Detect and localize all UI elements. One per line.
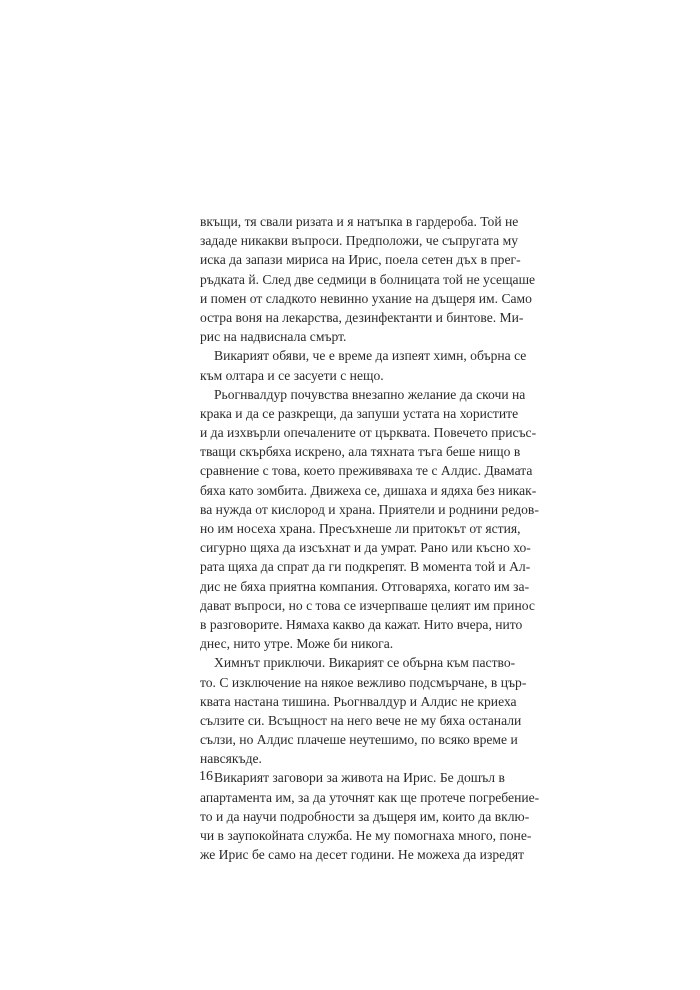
text-line: то. С изключение на някое вежливо подсмърчане, в цър- <box>200 674 527 690</box>
text-line: в разговорите. Нямаха какво да кажат. Нито вчера, нито <box>200 616 523 632</box>
text-line: и да изхвърли опечалените от църквата. Повечето присъс- <box>200 425 537 441</box>
paragraph <box>200 346 527 384</box>
text-line: сълзите си. Всъщност на него вече не му бяха останали <box>200 712 522 728</box>
body-text <box>200 212 540 864</box>
text-line: чи в заупокойната служба. Не му помогнаха много, поне- <box>200 828 532 843</box>
text-line: рата щяха да спрат да ги подкрепят. В момента той и Ал- <box>200 559 531 575</box>
text-line: Викарият обяви, че е време да изпеят химн, обърна се <box>214 348 527 364</box>
text-line: остра воня на лекарства, дезинфектанти и бинтове. Ми- <box>200 309 524 325</box>
text-line: дават въпроси, но с това се изчерпваше целият им принос <box>200 597 535 613</box>
text-line: Химнът приключи. Викарият се обърна към паство- <box>214 655 516 671</box>
text-line: бяха като зомбита. Движеха се, дишаха и ядяха без никак- <box>200 482 537 498</box>
text-line: навсякъде. <box>200 751 262 767</box>
text-line: сигурно щяха да изсъхнат и да умрат. Рано или късно хо- <box>200 540 531 556</box>
text-line: Викарият заговори за живота на Ирис. Бе дошъл в <box>214 770 505 786</box>
text-line: днес, нито утре. Може би никога. <box>200 636 394 652</box>
paragraph <box>200 768 540 864</box>
paragraph <box>200 212 536 346</box>
text-line: към олтара и се засуети с нещо. <box>200 367 384 383</box>
text-line: зададе никакви въпроси. Предположи, че съпругата му <box>200 233 518 249</box>
text-line: квата настана тишина. Рьогнвалдур и Алдис не криеха <box>200 693 517 709</box>
text-line: апартамента им, за да уточнят как ще протече погребение- <box>200 789 540 805</box>
text-line: то и да научи подробности за дъщеря им, които да вклю- <box>200 808 530 824</box>
page-number: 16 <box>199 769 213 784</box>
text-line: ръдката й. След две седмици в болницата той не усещаше <box>200 271 536 287</box>
text-line: сълзи, но Алдис плачеше неутешимо, по всяко време и <box>200 732 518 748</box>
text-line: сравнение с това, което преживяваха те с Алдис. Двамата <box>200 463 533 479</box>
text-line: ва нужда от кислород и храна. Приятели и роднини редов- <box>200 501 539 517</box>
paragraph <box>200 385 539 654</box>
text-line: Рьогнвалдур почувства внезапно желание да скочи на <box>214 386 526 402</box>
text-line: вкъщи, тя свали ризата и я натъпка в гардероба. Той не <box>200 214 519 229</box>
text-line: и помен от сладкото невинно ухание на дъщеря им. Само <box>200 290 532 306</box>
text-line: но им носеха храна. Пресъхнеше ли притокът от ястия, <box>200 521 521 536</box>
text-line: крака и да се разкрещи, да запуши устата на хористите <box>200 405 519 421</box>
text-line: иска да запази мириса на Ирис, поела сетен дъх в прег- <box>200 252 521 268</box>
text-line: же Ирис бе само на десет години. Не можеха да изредят <box>200 847 525 863</box>
text-line: рис на надвиснала смърт. <box>200 329 347 345</box>
paragraph <box>200 653 527 768</box>
text-line: дис не бяха приятна компания. Отговаряха, когато им за- <box>200 578 530 594</box>
text-line: тващи скърбяха искрено, ала тяхната тъга беше нищо в <box>200 444 521 460</box>
